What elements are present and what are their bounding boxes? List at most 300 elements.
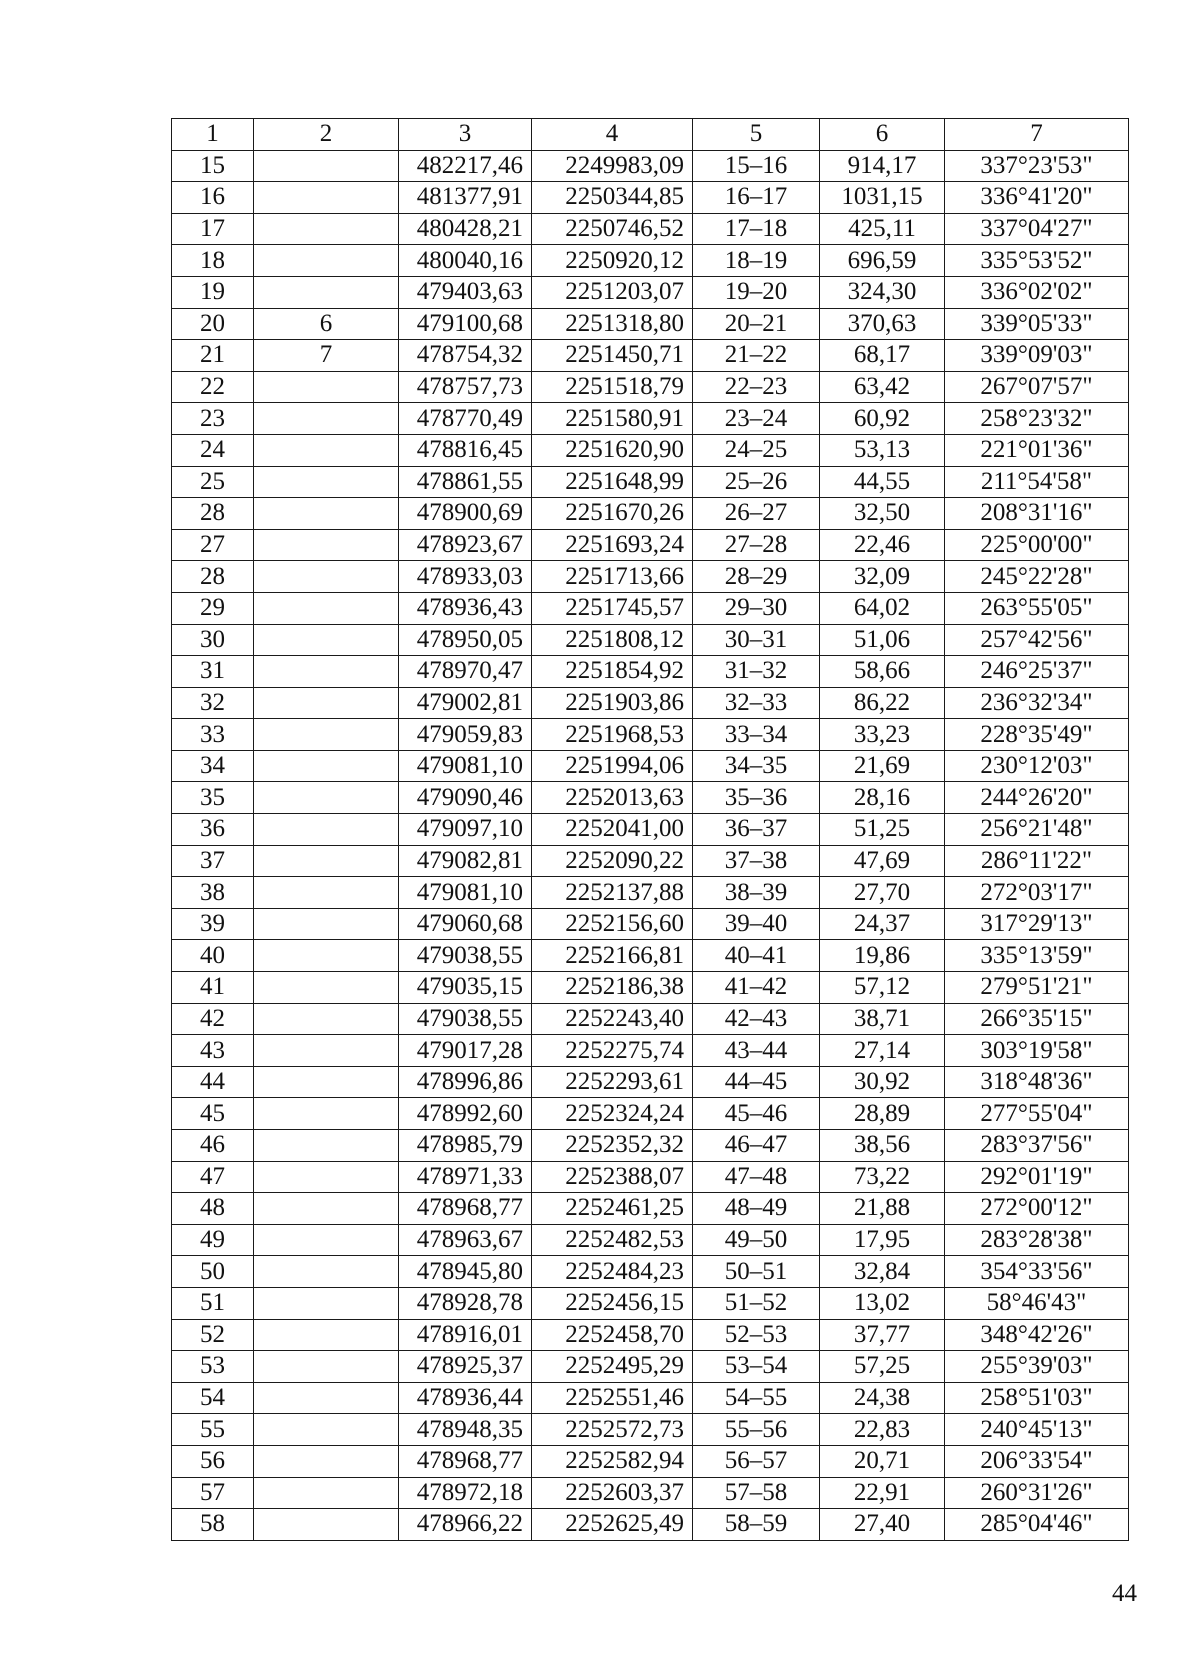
y-coordinate-cell: 2250344,85 — [532, 182, 693, 214]
bearing-cell: 267°07'57" — [945, 371, 1129, 403]
x-coordinate-cell: 479002,81 — [399, 687, 532, 719]
point-note-cell — [254, 1256, 399, 1288]
x-coordinate-cell: 478861,55 — [399, 466, 532, 498]
table-row — [172, 782, 1129, 814]
y-coordinate-cell: 2251693,24 — [532, 529, 693, 561]
point-note-cell — [254, 656, 399, 688]
bearing-cell: 317°29'13" — [945, 908, 1129, 940]
point-note-cell — [254, 182, 399, 214]
x-coordinate-cell: 478757,73 — [399, 371, 532, 403]
length-cell: 33,23 — [820, 719, 945, 751]
length-cell: 44,55 — [820, 466, 945, 498]
table-row — [172, 687, 1129, 719]
x-coordinate-cell: 478816,45 — [399, 434, 532, 466]
segment-cell: 43–44 — [693, 1035, 820, 1067]
bearing-cell: 206°33'54" — [945, 1445, 1129, 1477]
length-cell: 914,17 — [820, 150, 945, 182]
point-number-cell: 42 — [172, 1003, 254, 1035]
table-row — [172, 972, 1129, 1004]
length-cell: 17,95 — [820, 1224, 945, 1256]
y-coordinate-cell: 2252456,15 — [532, 1287, 693, 1319]
segment-cell: 30–31 — [693, 624, 820, 656]
x-coordinate-cell: 479090,46 — [399, 782, 532, 814]
column-header-6: 6 — [820, 119, 945, 151]
point-number-cell: 48 — [172, 1193, 254, 1225]
bearing-cell: 279°51'21" — [945, 972, 1129, 1004]
bearing-cell: 277°55'04" — [945, 1098, 1129, 1130]
length-cell: 73,22 — [820, 1161, 945, 1193]
table-row — [172, 814, 1129, 846]
table-row — [172, 1224, 1129, 1256]
point-number-cell: 46 — [172, 1130, 254, 1162]
segment-cell: 32–33 — [693, 687, 820, 719]
point-note-cell — [254, 845, 399, 877]
point-note-cell: 7 — [254, 340, 399, 372]
y-coordinate-cell: 2252603,37 — [532, 1477, 693, 1509]
x-coordinate-cell: 478900,69 — [399, 498, 532, 530]
bearing-cell: 230°12'03" — [945, 750, 1129, 782]
length-cell: 53,13 — [820, 434, 945, 466]
length-cell: 370,63 — [820, 308, 945, 340]
length-cell: 51,06 — [820, 624, 945, 656]
table-row — [172, 908, 1129, 940]
point-note-cell — [254, 529, 399, 561]
bearing-cell: 335°13'59" — [945, 940, 1129, 972]
point-note-cell — [254, 1066, 399, 1098]
segment-cell: 55–56 — [693, 1414, 820, 1446]
y-coordinate-cell: 2251745,57 — [532, 592, 693, 624]
y-coordinate-cell: 2251994,06 — [532, 750, 693, 782]
x-coordinate-cell: 478916,01 — [399, 1319, 532, 1351]
table-row — [172, 1256, 1129, 1288]
bearing-cell: 272°00'12" — [945, 1193, 1129, 1225]
length-cell: 64,02 — [820, 592, 945, 624]
y-coordinate-cell: 2251808,12 — [532, 624, 693, 656]
x-coordinate-cell: 478992,60 — [399, 1098, 532, 1130]
point-number-cell: 20 — [172, 308, 254, 340]
length-cell: 22,91 — [820, 1477, 945, 1509]
segment-cell: 37–38 — [693, 845, 820, 877]
point-note-cell — [254, 1414, 399, 1446]
bearing-cell: 336°41'20" — [945, 182, 1129, 214]
point-note-cell — [254, 1287, 399, 1319]
point-number-cell: 56 — [172, 1445, 254, 1477]
length-cell: 425,11 — [820, 213, 945, 245]
point-note-cell — [254, 1351, 399, 1383]
x-coordinate-cell: 479081,10 — [399, 877, 532, 909]
x-coordinate-cell: 479100,68 — [399, 308, 532, 340]
y-coordinate-cell: 2252156,60 — [532, 908, 693, 940]
segment-cell: 38–39 — [693, 877, 820, 909]
y-coordinate-cell: 2252275,74 — [532, 1035, 693, 1067]
point-note-cell — [254, 1130, 399, 1162]
y-coordinate-cell: 2252551,46 — [532, 1382, 693, 1414]
table-row — [172, 182, 1129, 214]
table-row — [172, 340, 1129, 372]
segment-cell: 57–58 — [693, 1477, 820, 1509]
point-number-cell: 25 — [172, 466, 254, 498]
length-cell: 32,50 — [820, 498, 945, 530]
segment-cell: 21–22 — [693, 340, 820, 372]
table-row — [172, 750, 1129, 782]
x-coordinate-cell: 479059,83 — [399, 719, 532, 751]
bearing-cell: 260°31'26" — [945, 1477, 1129, 1509]
point-number-cell: 23 — [172, 403, 254, 435]
y-coordinate-cell: 2252013,63 — [532, 782, 693, 814]
y-coordinate-cell: 2252186,38 — [532, 972, 693, 1004]
table-row — [172, 1445, 1129, 1477]
x-coordinate-cell: 478950,05 — [399, 624, 532, 656]
y-coordinate-cell: 2251450,71 — [532, 340, 693, 372]
length-cell: 20,71 — [820, 1445, 945, 1477]
point-number-cell: 27 — [172, 529, 254, 561]
point-note-cell — [254, 1477, 399, 1509]
table-row — [172, 403, 1129, 435]
y-coordinate-cell: 2252324,24 — [532, 1098, 693, 1130]
table-row — [172, 1161, 1129, 1193]
table-row — [172, 845, 1129, 877]
y-coordinate-cell: 2251854,92 — [532, 656, 693, 688]
column-header-1: 1 — [172, 119, 254, 151]
table-row — [172, 308, 1129, 340]
x-coordinate-cell: 478933,03 — [399, 561, 532, 593]
segment-cell: 29–30 — [693, 592, 820, 624]
point-number-cell: 43 — [172, 1035, 254, 1067]
table-row — [172, 624, 1129, 656]
point-note-cell — [254, 592, 399, 624]
bearing-cell: 240°45'13" — [945, 1414, 1129, 1446]
point-number-cell: 51 — [172, 1287, 254, 1319]
point-number-cell: 45 — [172, 1098, 254, 1130]
point-number-cell: 24 — [172, 434, 254, 466]
bearing-cell: 335°53'52" — [945, 245, 1129, 277]
bearing-cell: 283°37'56" — [945, 1130, 1129, 1162]
segment-cell: 28–29 — [693, 561, 820, 593]
bearing-cell: 221°01'36" — [945, 434, 1129, 466]
bearing-cell: 285°04'46" — [945, 1509, 1129, 1541]
column-header-2: 2 — [254, 119, 399, 151]
point-number-cell: 53 — [172, 1351, 254, 1383]
segment-cell: 25–26 — [693, 466, 820, 498]
table-row — [172, 371, 1129, 403]
x-coordinate-cell: 478968,77 — [399, 1445, 532, 1477]
segment-cell: 22–23 — [693, 371, 820, 403]
point-number-cell: 31 — [172, 656, 254, 688]
bearing-cell: 354°33'56" — [945, 1256, 1129, 1288]
length-cell: 27,70 — [820, 877, 945, 909]
bearing-cell: 303°19'58" — [945, 1035, 1129, 1067]
x-coordinate-cell: 479017,28 — [399, 1035, 532, 1067]
y-coordinate-cell: 2251648,99 — [532, 466, 693, 498]
bearing-cell: 228°35'49" — [945, 719, 1129, 751]
length-cell: 24,38 — [820, 1382, 945, 1414]
length-cell: 27,40 — [820, 1509, 945, 1541]
table-row — [172, 1319, 1129, 1351]
segment-cell: 19–20 — [693, 276, 820, 308]
y-coordinate-cell: 2251318,80 — [532, 308, 693, 340]
bearing-cell: 245°22'28" — [945, 561, 1129, 593]
bearing-cell: 266°35'15" — [945, 1003, 1129, 1035]
y-coordinate-cell: 2252137,88 — [532, 877, 693, 909]
length-cell: 57,12 — [820, 972, 945, 1004]
point-number-cell: 37 — [172, 845, 254, 877]
y-coordinate-cell: 2252625,49 — [532, 1509, 693, 1541]
segment-cell: 36–37 — [693, 814, 820, 846]
bearing-cell: 225°00'00" — [945, 529, 1129, 561]
segment-cell: 27–28 — [693, 529, 820, 561]
table-row — [172, 1098, 1129, 1130]
length-cell: 63,42 — [820, 371, 945, 403]
point-note-cell — [254, 1003, 399, 1035]
point-number-cell: 29 — [172, 592, 254, 624]
y-coordinate-cell: 2252166,81 — [532, 940, 693, 972]
x-coordinate-cell: 480428,21 — [399, 213, 532, 245]
segment-cell: 31–32 — [693, 656, 820, 688]
bearing-cell: 283°28'38" — [945, 1224, 1129, 1256]
x-coordinate-cell: 478971,33 — [399, 1161, 532, 1193]
point-note-cell — [254, 498, 399, 530]
bearing-cell: 257°42'56" — [945, 624, 1129, 656]
point-note-cell — [254, 1098, 399, 1130]
x-coordinate-cell: 479081,10 — [399, 750, 532, 782]
segment-cell: 33–34 — [693, 719, 820, 751]
point-number-cell: 40 — [172, 940, 254, 972]
bearing-cell: 337°23'53" — [945, 150, 1129, 182]
x-coordinate-cell: 478972,18 — [399, 1477, 532, 1509]
point-note-cell — [254, 1445, 399, 1477]
length-cell: 60,92 — [820, 403, 945, 435]
segment-cell: 40–41 — [693, 940, 820, 972]
segment-cell: 54–55 — [693, 1382, 820, 1414]
table-row — [172, 1509, 1129, 1541]
x-coordinate-cell: 478770,49 — [399, 403, 532, 435]
point-note-cell — [254, 434, 399, 466]
point-note-cell — [254, 750, 399, 782]
table-row — [172, 561, 1129, 593]
y-coordinate-cell: 2251968,53 — [532, 719, 693, 751]
y-coordinate-cell: 2251620,90 — [532, 434, 693, 466]
x-coordinate-cell: 478966,22 — [399, 1509, 532, 1541]
point-number-cell: 33 — [172, 719, 254, 751]
x-coordinate-cell: 478936,43 — [399, 592, 532, 624]
point-number-cell: 54 — [172, 1382, 254, 1414]
x-coordinate-cell: 478948,35 — [399, 1414, 532, 1446]
table-row — [172, 434, 1129, 466]
length-cell: 21,69 — [820, 750, 945, 782]
x-coordinate-cell: 479403,63 — [399, 276, 532, 308]
length-cell: 38,71 — [820, 1003, 945, 1035]
segment-cell: 52–53 — [693, 1319, 820, 1351]
bearing-cell: 256°21'48" — [945, 814, 1129, 846]
length-cell: 22,46 — [820, 529, 945, 561]
point-note-cell — [254, 1509, 399, 1541]
point-note-cell — [254, 624, 399, 656]
bearing-cell: 336°02'02" — [945, 276, 1129, 308]
point-number-cell: 41 — [172, 972, 254, 1004]
bearing-cell: 339°05'33" — [945, 308, 1129, 340]
segment-cell: 16–17 — [693, 182, 820, 214]
column-header-5: 5 — [693, 119, 820, 151]
length-cell: 1031,15 — [820, 182, 945, 214]
segment-cell: 42–43 — [693, 1003, 820, 1035]
segment-cell: 23–24 — [693, 403, 820, 435]
x-coordinate-cell: 479097,10 — [399, 814, 532, 846]
length-cell: 51,25 — [820, 814, 945, 846]
length-cell: 38,56 — [820, 1130, 945, 1162]
segment-cell: 51–52 — [693, 1287, 820, 1319]
x-coordinate-cell: 480040,16 — [399, 245, 532, 277]
length-cell: 86,22 — [820, 687, 945, 719]
point-note-cell — [254, 213, 399, 245]
point-number-cell: 38 — [172, 877, 254, 909]
point-note-cell — [254, 972, 399, 1004]
y-coordinate-cell: 2252388,07 — [532, 1161, 693, 1193]
y-coordinate-cell: 2250746,52 — [532, 213, 693, 245]
x-coordinate-cell: 478996,86 — [399, 1066, 532, 1098]
point-number-cell: 35 — [172, 782, 254, 814]
point-number-cell: 39 — [172, 908, 254, 940]
length-cell: 32,09 — [820, 561, 945, 593]
table-row — [172, 1193, 1129, 1225]
x-coordinate-cell: 478936,44 — [399, 1382, 532, 1414]
length-cell: 696,59 — [820, 245, 945, 277]
length-cell: 27,14 — [820, 1035, 945, 1067]
x-coordinate-cell: 478754,32 — [399, 340, 532, 372]
length-cell: 324,30 — [820, 276, 945, 308]
point-note-cell — [254, 782, 399, 814]
point-number-cell: 28 — [172, 561, 254, 593]
column-header-3: 3 — [399, 119, 532, 151]
table-row — [172, 1382, 1129, 1414]
bearing-cell: 318°48'36" — [945, 1066, 1129, 1098]
y-coordinate-cell: 2252352,32 — [532, 1130, 693, 1162]
x-coordinate-cell: 478923,67 — [399, 529, 532, 561]
y-coordinate-cell: 2251203,07 — [532, 276, 693, 308]
point-number-cell: 55 — [172, 1414, 254, 1446]
point-number-cell: 28 — [172, 498, 254, 530]
segment-cell: 26–27 — [693, 498, 820, 530]
segment-cell: 34–35 — [693, 750, 820, 782]
x-coordinate-cell: 478925,37 — [399, 1351, 532, 1383]
segment-cell: 50–51 — [693, 1256, 820, 1288]
point-number-cell: 50 — [172, 1256, 254, 1288]
table-row — [172, 213, 1129, 245]
point-note-cell — [254, 908, 399, 940]
point-number-cell: 17 — [172, 213, 254, 245]
y-coordinate-cell: 2251580,91 — [532, 403, 693, 435]
y-coordinate-cell: 2249983,09 — [532, 150, 693, 182]
point-note-cell — [254, 1161, 399, 1193]
table-row — [172, 529, 1129, 561]
segment-cell: 58–59 — [693, 1509, 820, 1541]
point-note-cell — [254, 403, 399, 435]
segment-cell: 45–46 — [693, 1098, 820, 1130]
length-cell: 24,37 — [820, 908, 945, 940]
coordinates-table — [171, 118, 1129, 1541]
point-note-cell — [254, 687, 399, 719]
point-number-cell: 47 — [172, 1161, 254, 1193]
y-coordinate-cell: 2252041,00 — [532, 814, 693, 846]
point-note-cell — [254, 1035, 399, 1067]
segment-cell: 15–16 — [693, 150, 820, 182]
point-number-cell: 19 — [172, 276, 254, 308]
x-coordinate-cell: 478963,67 — [399, 1224, 532, 1256]
point-note-cell — [254, 276, 399, 308]
x-coordinate-cell: 479060,68 — [399, 908, 532, 940]
segment-cell: 18–19 — [693, 245, 820, 277]
point-note-cell — [254, 877, 399, 909]
point-note-cell — [254, 1319, 399, 1351]
table-row — [172, 245, 1129, 277]
length-cell: 19,86 — [820, 940, 945, 972]
bearing-cell: 255°39'03" — [945, 1351, 1129, 1383]
point-note-cell — [254, 245, 399, 277]
table-row — [172, 1035, 1129, 1067]
point-note-cell — [254, 1193, 399, 1225]
y-coordinate-cell: 2251518,79 — [532, 371, 693, 403]
y-coordinate-cell: 2252484,23 — [532, 1256, 693, 1288]
length-cell: 47,69 — [820, 845, 945, 877]
bearing-cell: 246°25'37" — [945, 656, 1129, 688]
y-coordinate-cell: 2252461,25 — [532, 1193, 693, 1225]
segment-cell: 35–36 — [693, 782, 820, 814]
length-cell: 37,77 — [820, 1319, 945, 1351]
column-header-7: 7 — [945, 119, 1129, 151]
y-coordinate-cell: 2251713,66 — [532, 561, 693, 593]
bearing-cell: 258°51'03" — [945, 1382, 1129, 1414]
point-note-cell — [254, 719, 399, 751]
length-cell: 30,92 — [820, 1066, 945, 1098]
point-number-cell: 15 — [172, 150, 254, 182]
bearing-cell: 337°04'27" — [945, 213, 1129, 245]
segment-cell: 56–57 — [693, 1445, 820, 1477]
y-coordinate-cell: 2252495,29 — [532, 1351, 693, 1383]
x-coordinate-cell: 478970,47 — [399, 656, 532, 688]
x-coordinate-cell: 478928,78 — [399, 1287, 532, 1319]
table-row — [172, 592, 1129, 624]
table-row — [172, 1130, 1129, 1162]
y-coordinate-cell: 2252293,61 — [532, 1066, 693, 1098]
y-coordinate-cell: 2252458,70 — [532, 1319, 693, 1351]
length-cell: 21,88 — [820, 1193, 945, 1225]
bearing-cell: 292°01'19" — [945, 1161, 1129, 1193]
page-number: 44 — [1112, 1580, 1137, 1607]
point-note-cell — [254, 150, 399, 182]
bearing-cell: 272°03'17" — [945, 877, 1129, 909]
x-coordinate-cell: 481377,91 — [399, 182, 532, 214]
x-coordinate-cell: 479038,55 — [399, 940, 532, 972]
point-number-cell: 30 — [172, 624, 254, 656]
point-number-cell: 18 — [172, 245, 254, 277]
bearing-cell: 208°31'16" — [945, 498, 1129, 530]
table-row — [172, 466, 1129, 498]
segment-cell: 39–40 — [693, 908, 820, 940]
bearing-cell: 236°32'34" — [945, 687, 1129, 719]
y-coordinate-cell: 2252243,40 — [532, 1003, 693, 1035]
table-row — [172, 1066, 1129, 1098]
x-coordinate-cell: 479082,81 — [399, 845, 532, 877]
length-cell: 68,17 — [820, 340, 945, 372]
bearing-cell: 348°42'26" — [945, 1319, 1129, 1351]
bearing-cell: 286°11'22" — [945, 845, 1129, 877]
segment-cell: 48–49 — [693, 1193, 820, 1225]
bearing-cell: 58°46'43" — [945, 1287, 1129, 1319]
x-coordinate-cell: 478945,80 — [399, 1256, 532, 1288]
length-cell: 32,84 — [820, 1256, 945, 1288]
table-row — [172, 1351, 1129, 1383]
y-coordinate-cell: 2252090,22 — [532, 845, 693, 877]
point-number-cell: 32 — [172, 687, 254, 719]
